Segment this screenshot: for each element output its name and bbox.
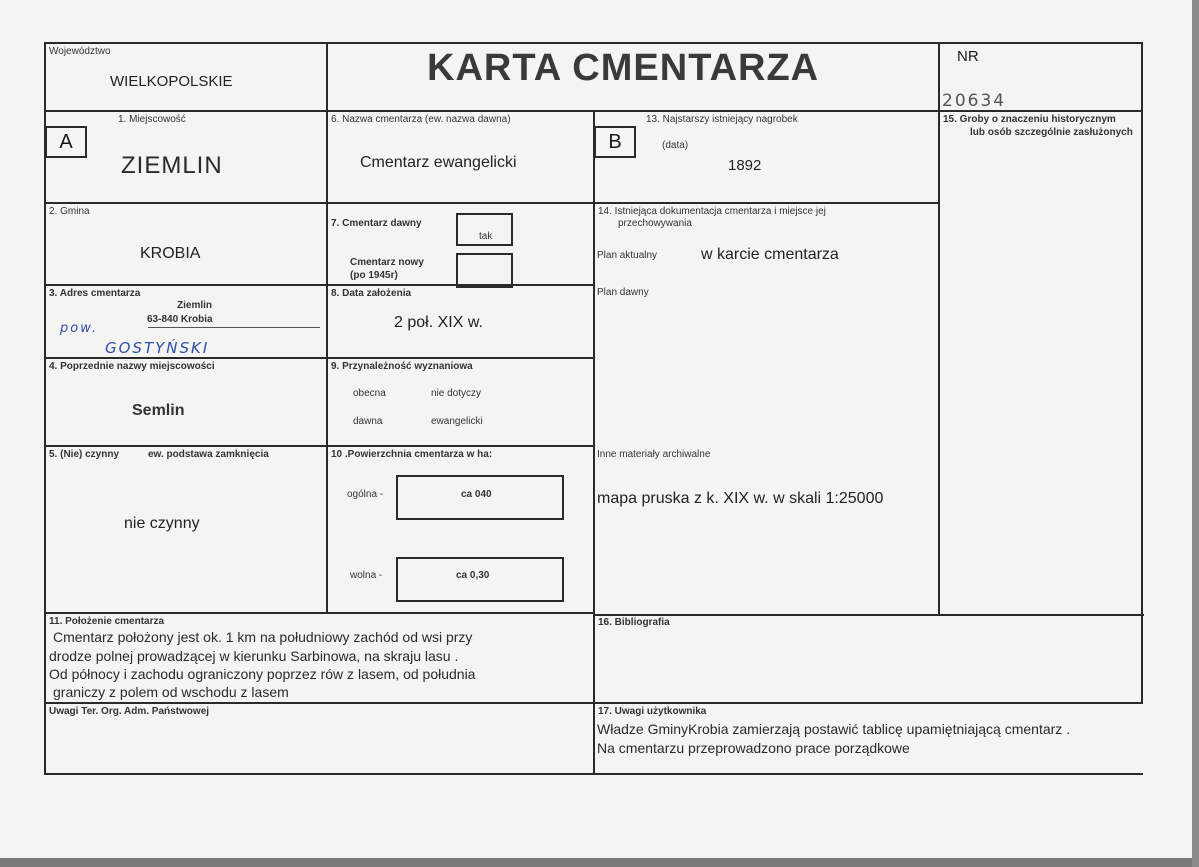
rule xyxy=(148,327,320,328)
field9-dawna-value: ewangelicki xyxy=(431,416,483,427)
field10-label: 10 .Powierzchnia cmentarza w ha: xyxy=(331,449,493,460)
field4-value: Semlin xyxy=(132,402,185,419)
rule xyxy=(44,357,593,359)
field11-line1: Cmentarz położony jest ok. 1 km na południowy zachód od wsi przy xyxy=(53,629,473,645)
field9-obecna-label: obecna xyxy=(353,388,386,399)
field8-label: 8. Data założenia xyxy=(331,288,412,299)
section-a-box: A xyxy=(45,126,87,158)
field14-plan-dawny-label: Plan dawny xyxy=(597,287,649,298)
field10-wolna-value: ca 0,30 xyxy=(456,570,490,581)
rule xyxy=(593,110,595,775)
field3-label: 3. Adres cmentarza xyxy=(49,288,141,299)
field9-dawna-label: dawna xyxy=(353,416,383,427)
scan-edge-bottom xyxy=(0,858,1199,867)
field7-box-nowy xyxy=(456,253,513,288)
field2-value: KROBIA xyxy=(140,245,201,262)
field11-line3: Od północy i zachodu ograniczony poprzez rów z lasem, od południa xyxy=(49,666,476,682)
field2-label: 2. Gmina xyxy=(49,206,90,217)
field5-value: nie czynny xyxy=(124,515,200,532)
field7-label-nowy-2: (po 1945r) xyxy=(350,270,398,281)
wojewodztwo-label: Województwo xyxy=(49,46,111,57)
field7-label: 7. Cmentarz dawny xyxy=(331,218,422,229)
field11-line4: graniczy z polem od wschodu z lasem xyxy=(53,684,289,700)
field3-line2: 63-840 Krobia xyxy=(147,314,213,325)
field17-label: 17. Uwagi użytkownika xyxy=(598,706,707,717)
field6-value: Cmentarz ewangelicki xyxy=(360,154,517,171)
rule xyxy=(593,614,1144,616)
field14-inne-label: Inne materiały archiwalne xyxy=(597,449,711,460)
nr-label: NR xyxy=(957,48,979,65)
field6-label: 6. Nazwa cmentarza (ew. nazwa dawna) xyxy=(331,114,511,125)
rule xyxy=(44,612,593,614)
rule xyxy=(938,42,940,616)
field5-label-b: ew. podstawa zamknięcia xyxy=(148,449,269,460)
scan-edge-right xyxy=(1192,0,1199,867)
field5-label: 5. (Nie) czynny xyxy=(49,449,120,460)
field8-value: 2 poł. XIX w. xyxy=(394,314,483,331)
field10-ogolna-label: ogólna - xyxy=(347,489,384,500)
field7-label-nowy: Cmentarz nowy xyxy=(350,257,424,268)
field14-plan-aktualny-label: Plan aktualny xyxy=(597,250,658,261)
rule xyxy=(326,42,328,614)
field16-label: 16. Bibliografia xyxy=(598,617,670,628)
field9-label: 9. Przynależność wyznaniowa xyxy=(331,361,473,372)
field1-label: 1. Miejscowość xyxy=(118,114,186,125)
field11-label: 11. Położenie cmentarza xyxy=(49,616,165,627)
field14-plan-aktualny-value: w karcie cmentarza xyxy=(701,246,839,263)
field15-label-2: lub osób szczególnie zasłużonych xyxy=(970,127,1133,138)
field3-handwritten-2: GOSTYŃSKI xyxy=(105,339,210,357)
nr-value: 20634 xyxy=(942,91,1007,111)
field9-obecna-value: nie dotyczy xyxy=(431,388,482,399)
field17-line2: Na cmentarzu przeprowadzono prace porządkowe xyxy=(597,740,910,756)
field17-line1: Władze GminyKrobia zamierzają postawić tablicę upamiętniającą cmentarz . xyxy=(597,721,1071,737)
field13-value: 1892 xyxy=(728,157,762,174)
field12-label: Uwagi Ter. Org. Adm. Państwowej xyxy=(49,706,210,717)
field14-inne-value: mapa pruska z k. XIX w. w skali 1:25000 xyxy=(597,490,884,507)
field3-line1: Ziemlin xyxy=(177,300,213,311)
field13-sub: (data) xyxy=(662,140,689,151)
rule xyxy=(44,445,593,447)
field15-label: 15. Groby o znaczeniu historycznym xyxy=(943,114,1116,125)
field4-label: 4. Poprzednie nazwy miejscowości xyxy=(49,361,215,372)
field14-label: 14. Istniejąca dokumentacja cmentarza i miejsce jej xyxy=(598,206,826,217)
rule xyxy=(44,202,939,204)
rule xyxy=(44,42,1143,44)
rule xyxy=(1141,42,1143,704)
section-b-box: B xyxy=(594,126,636,158)
field13-label: 13. Najstarszy istniejący nagrobek xyxy=(646,114,798,125)
wojewodztwo-value: WIELKOPOLSKIE xyxy=(110,73,233,90)
field10-wolna-label: wolna - xyxy=(350,570,383,581)
field10-ogolna-value: ca 040 xyxy=(461,489,492,500)
field14-label-2: przechowywania xyxy=(618,218,692,229)
field7-box-dawny-value: tak xyxy=(479,231,493,242)
field3-handwritten-1: pow. xyxy=(60,321,99,336)
field11-line2: drodze polnej prowadzącej w kierunku Sarbinowa, na skraju lasu . xyxy=(49,648,459,664)
field1-value: ZIEMLIN xyxy=(121,152,223,179)
page-title: KARTA CMENTARZA xyxy=(427,47,820,89)
